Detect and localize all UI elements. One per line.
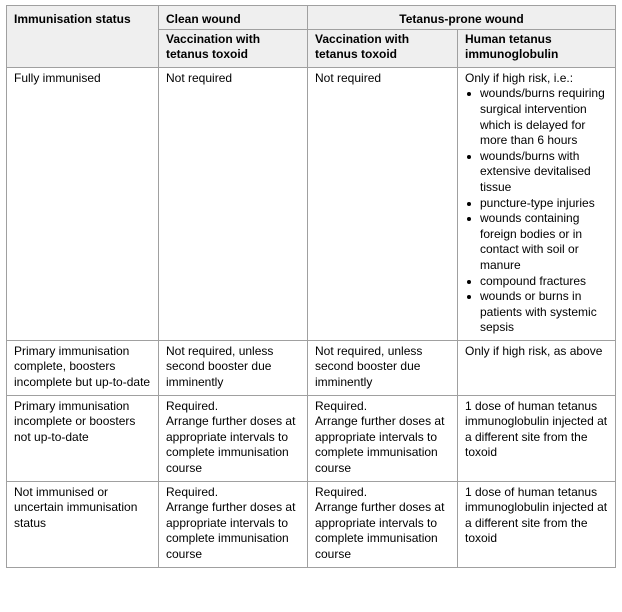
- required-label: Required.: [166, 398, 219, 413]
- arrange-doses-text: Arrange further doses at appropriate intervals to complete immunisation course: [315, 500, 445, 561]
- clean-wound-cell: Not required: [159, 67, 308, 340]
- list-item: wounds/burns with extensive devitalised tissue: [480, 149, 608, 196]
- high-risk-intro: Only if high risk, i.e.:: [465, 70, 574, 85]
- list-item: puncture-type injuries: [480, 196, 608, 212]
- table-row: [7, 481, 616, 567]
- list-item: compound fractures: [480, 274, 608, 290]
- prone-vaccination-cell: Not required, unless second booster due imminently: [308, 340, 458, 395]
- clean-wound-cell: [159, 481, 308, 567]
- high-risk-list: [465, 86, 608, 336]
- arrange-doses-text: Arrange further doses at appropriate intervals to complete immunisation course: [315, 414, 445, 476]
- prone-immunoglobulin-cell: 1 dose of human tetanus immunoglobulin injected at a different site from the toxoid: [458, 395, 616, 481]
- header-clean-wound: Clean wound: [159, 6, 308, 30]
- list-item: wounds/burns requiring surgical intervention which is delayed for more than 6 hours: [480, 86, 608, 148]
- clean-wound-cell: [159, 395, 308, 481]
- arrange-doses-text: Arrange further doses at appropriate intervals to complete immunisation course: [166, 414, 296, 476]
- tetanus-management-table: [6, 5, 616, 568]
- status-cell: Fully immunised: [7, 67, 159, 340]
- required-label: Required.: [315, 484, 368, 499]
- prone-immunoglobulin-cell: Only if high risk, as above: [458, 340, 616, 395]
- arrange-doses-text: Arrange further doses at appropriate intervals to complete immunisation course: [166, 500, 296, 561]
- header-row-1: [7, 6, 616, 30]
- required-label: Required.: [166, 484, 219, 499]
- header-prone-vaccination: Vaccination with tetanus toxoid: [308, 29, 458, 67]
- list-item: wounds or burns in patients with systemic sepsis: [480, 289, 608, 336]
- header-clean-vaccination: Vaccination with tetanus toxoid: [159, 29, 308, 67]
- clean-wound-cell: Not required, unless second booster due imminently: [159, 340, 308, 395]
- table-row: [7, 340, 616, 395]
- header-immunisation-status: Immunisation status: [7, 6, 159, 68]
- status-cell: Primary immunisation complete, boosters incomplete but up-to-date: [7, 340, 159, 395]
- status-cell: Not immunised or uncertain immunisation status: [7, 481, 159, 567]
- required-label: Required.: [315, 398, 368, 413]
- header-prone-immunoglobulin: Human tetanus immunoglobulin: [458, 29, 616, 67]
- list-item: wounds containing foreign bodies or in contact with soil or manure: [480, 211, 608, 273]
- prone-vaccination-cell: [308, 481, 458, 567]
- tetanus-table-container: [6, 5, 616, 568]
- table-row: [7, 67, 616, 340]
- table-row: [7, 395, 616, 481]
- prone-vaccination-cell: Not required: [308, 67, 458, 340]
- prone-immunoglobulin-cell: [458, 67, 616, 340]
- status-cell: Primary immunisation incomplete or boosters not up-to-date: [7, 395, 159, 481]
- prone-immunoglobulin-cell: 1 dose of human tetanus immunoglobulin injected at a different site from the toxoid: [458, 481, 616, 567]
- header-tetanus-prone-wound: Tetanus-prone wound: [308, 6, 616, 30]
- prone-vaccination-cell: [308, 395, 458, 481]
